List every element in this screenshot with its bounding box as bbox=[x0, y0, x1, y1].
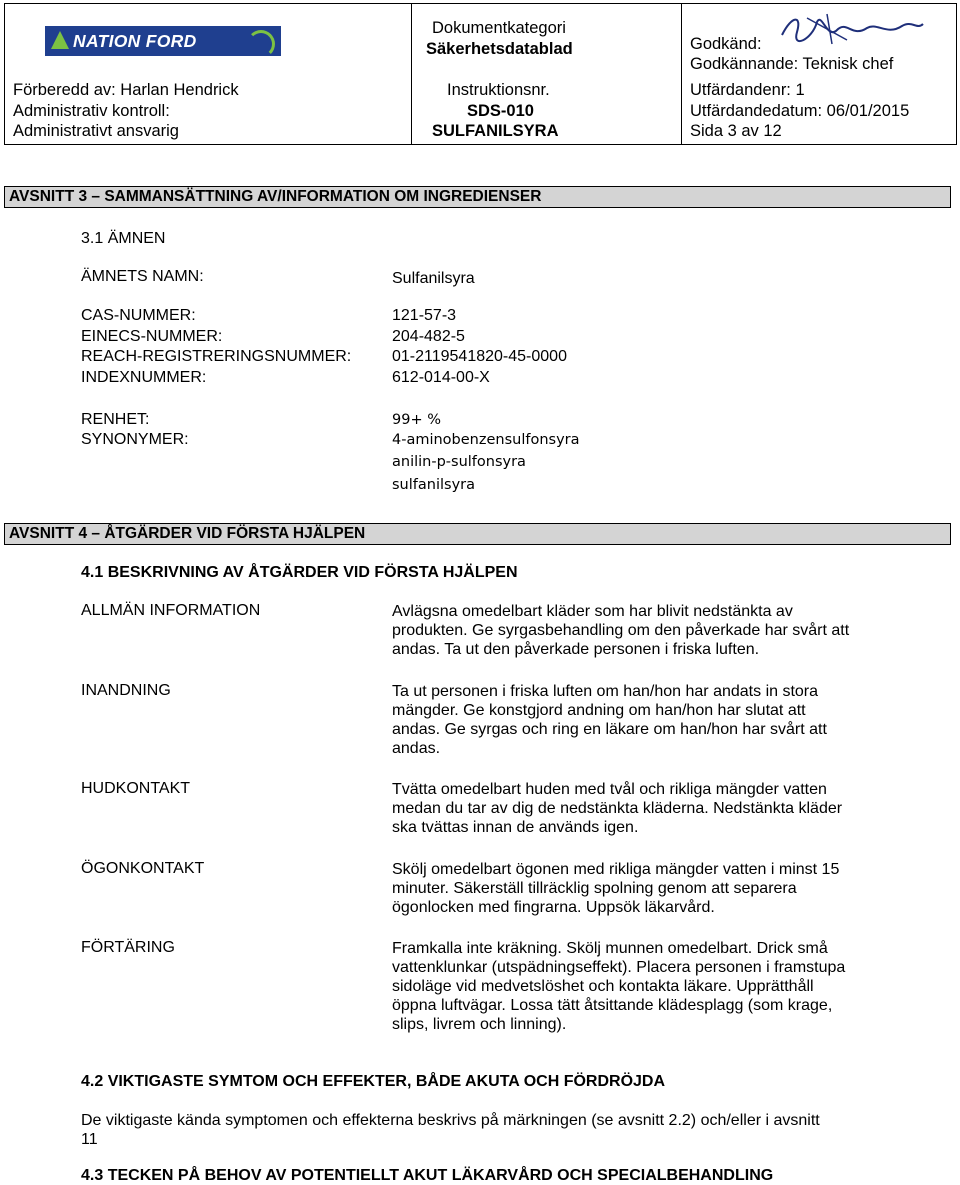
skin-contact-text: Tvätta omedelbart huden med tvål och rikliga mängder vatten medan du tar av dig de nedstänkta kläderna. Nedstänkta kläder ska tvättas innan de används igen. bbox=[392, 781, 843, 836]
approver-signature bbox=[777, 10, 927, 50]
document-header bbox=[4, 3, 957, 145]
header-right-cell bbox=[682, 4, 958, 144]
inhalation-label: INANDNING bbox=[81, 682, 171, 699]
approver: Godkännande: Teknisk chef bbox=[690, 55, 894, 73]
admin-control: Administrativ kontroll: bbox=[13, 102, 170, 120]
subsection-4-1: 4.1 BESKRIVNING AV ÅTGÄRDER VID FÖRSTA HJÄLPEN bbox=[81, 564, 518, 581]
skin-contact-label: HUDKONTAKT bbox=[81, 780, 191, 797]
purity-value: 99+ % bbox=[392, 412, 441, 428]
einecs-label: EINECS-NUMMER: bbox=[81, 328, 223, 345]
subsection-4-3: 4.3 TECKEN PÅ BEHOV AV POTENTIELLT AKUT LÄKARVÅRD OCH SPECIALBEHANDLING bbox=[81, 1167, 774, 1184]
section-3-title: AVSNITT 3 – SAMMANSÄTTNING AV/INFORMATION OM INGREDIENSER bbox=[4, 186, 951, 208]
doc-category: Säkerhetsdatablad bbox=[426, 40, 573, 58]
prepared-by: Förberedd av: Harlan Hendrick bbox=[13, 81, 239, 99]
subsection-3-1: 3.1 ÄMNEN bbox=[81, 230, 166, 247]
page-number: Sida 3 av 12 bbox=[690, 122, 782, 140]
subsection-4-2-text: De viktigaste kända symptomen och effekterna beskrivs på märkningen (se avsnitt 2.2) och/eller i avsnitt 11 bbox=[81, 1112, 820, 1148]
cas-value: 121-57-3 bbox=[392, 307, 457, 324]
synonym-1: 4-aminobenzensulfonsyra bbox=[392, 432, 580, 448]
einecs-value: 204-482-5 bbox=[392, 328, 465, 345]
logo-swoosh-icon bbox=[247, 30, 275, 58]
instruction-label: Instruktionsnr. bbox=[447, 81, 550, 99]
general-info-label: ALLMÄN INFORMATION bbox=[81, 602, 261, 619]
substance-name-label: ÄMNETS NAMN: bbox=[81, 268, 204, 285]
issue-date: Utfärdandedatum: 06/01/2015 bbox=[690, 102, 910, 120]
approved-label: Godkänd: bbox=[690, 35, 762, 53]
reach-value: 01-2119541820-45-0000 bbox=[392, 348, 567, 365]
index-value: 612-014-00-X bbox=[392, 369, 490, 386]
index-label: INDEXNUMMER: bbox=[81, 369, 207, 386]
synonym-2: anilin-p-sulfonsyra bbox=[392, 454, 526, 470]
subsection-4-2: 4.2 VIKTIGASTE SYMTOM OCH EFFEKTER, BÅDE AKUTA OCH FÖRDRÖJDA bbox=[81, 1073, 666, 1090]
issue-number: Utfärdandenr: 1 bbox=[690, 81, 805, 99]
purity-label: RENHET: bbox=[81, 411, 150, 428]
company-logo bbox=[45, 26, 281, 81]
header-middle-cell bbox=[412, 4, 682, 144]
ingestion-label: FÖRTÄRING bbox=[81, 939, 175, 956]
ingestion-text: Framkalla inte kräkning. Skölj munnen omedelbart. Drick små vattenklunkar (utspädningseffekt). Placera personen i framstupa sidoläge vid medvetslöshet och kontakta läkare. Upprätthåll öppna luftvägar. Lossa tätt åtsittande klädesplagg (som krage, slips, livrem och linning). bbox=[392, 940, 846, 1033]
inhalation-text: Ta ut personen i friska luften om han/hon har andats in stora mängder. Ge konstgjord andning om han/hon har slutat att andas. Ge syrgas och ring en läkare om han/hon har svårt att andas. bbox=[392, 683, 827, 757]
synonym-3: sulfanilsyra bbox=[392, 477, 475, 493]
reach-label: REACH-REGISTRERINGSNUMMER: bbox=[81, 348, 352, 365]
synonyms-label: SYNONYMER: bbox=[81, 431, 189, 448]
product-name: SULFANILSYRA bbox=[432, 122, 559, 140]
admin-responsible: Administrativt ansvarig bbox=[13, 122, 179, 140]
doc-category-label: Dokumentkategori bbox=[432, 19, 566, 37]
section-4-title: AVSNITT 4 – ÅTGÄRDER VID FÖRSTA HJÄLPEN bbox=[4, 523, 951, 545]
logo-text: NATION FORD CHEMICAL bbox=[73, 31, 197, 81]
logo-triangle-icon bbox=[51, 31, 69, 49]
instruction-number: SDS-010 bbox=[467, 102, 534, 120]
cas-label: CAS-NUMMER: bbox=[81, 307, 196, 324]
eye-contact-label: ÖGONKONTAKT bbox=[81, 860, 205, 877]
header-left-cell bbox=[5, 4, 412, 144]
eye-contact-text: Skölj omedelbart ögonen med rikliga mängder vatten i minst 15 minuter. Säkerställ tillräcklig spolning genom att separera ögonlocken med fingrarna. Uppsök läkarvård. bbox=[392, 861, 840, 916]
substance-name-value: Sulfanilsyra bbox=[392, 270, 475, 287]
general-info-text: Avlägsna omedelbart kläder som har blivit nedstänkta av produkten. Ge syrgasbehandling om den påverkade har svårt att andas. Ta ut den påverkade personen i friska luften. bbox=[392, 603, 850, 658]
